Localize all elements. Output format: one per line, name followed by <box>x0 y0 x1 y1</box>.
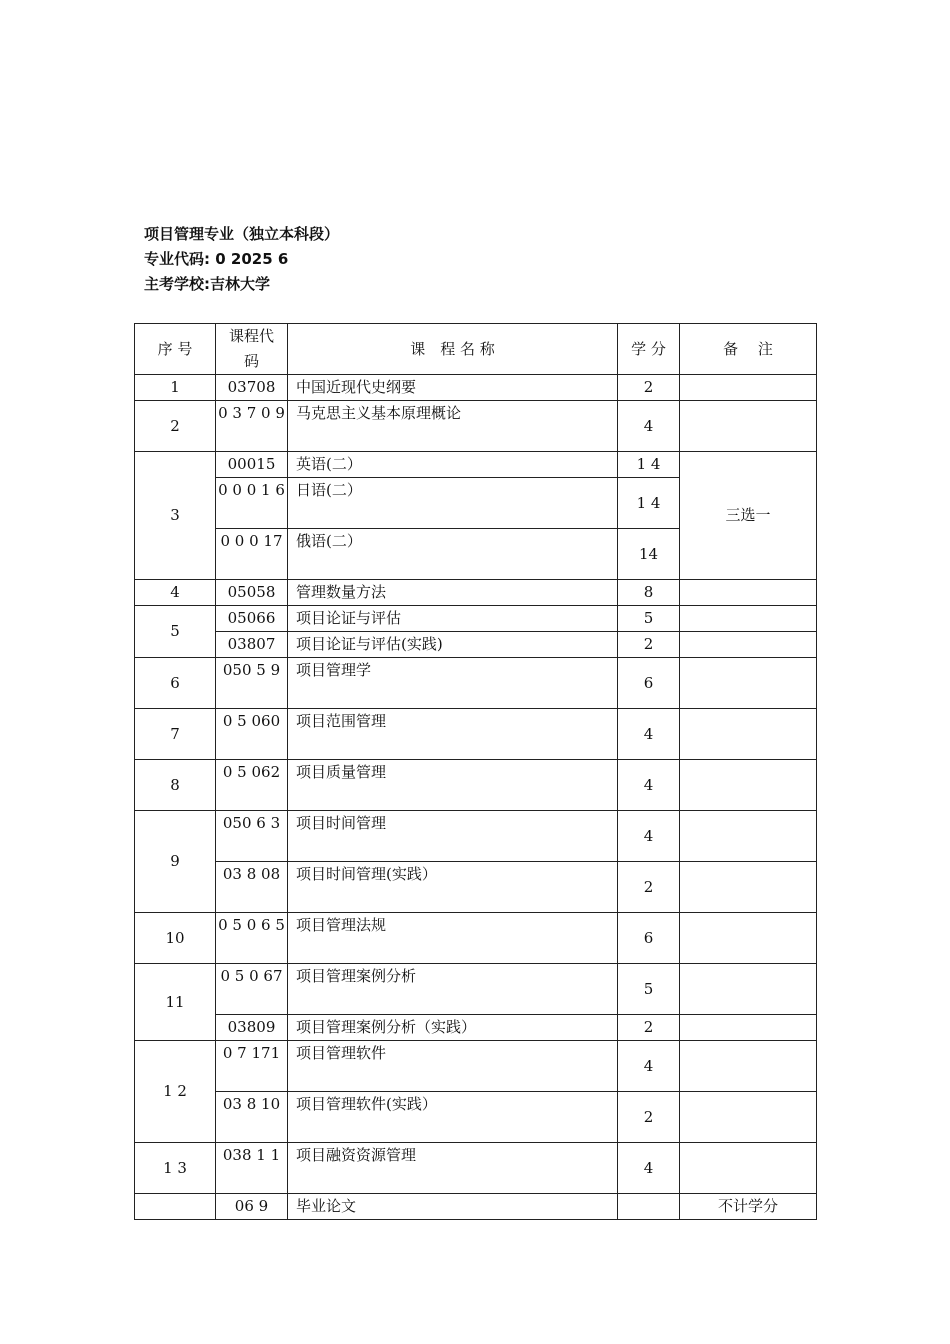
course-credits: 2 <box>618 1015 680 1041</box>
course-code: 00015 <box>216 452 288 478</box>
row-index: 11 <box>135 964 216 1041</box>
course-code: 0 5 062 <box>216 760 288 811</box>
row-index: 5 <box>135 606 216 658</box>
course-name: 毕业论文 <box>288 1194 618 1220</box>
course-credits: 4 <box>618 709 680 760</box>
table-row <box>135 580 817 606</box>
row-index: 8 <box>135 760 216 811</box>
course-note <box>680 375 817 401</box>
course-code: 0 7 171 <box>216 1041 288 1092</box>
course-code: 0 5 0 67 <box>216 964 288 1015</box>
course-code: 03 8 10 <box>216 1092 288 1143</box>
course-code: 0 5 0 6 5 <box>216 913 288 964</box>
table-row <box>135 401 817 452</box>
course-name: 管理数量方法 <box>288 580 618 606</box>
course-credits: 5 <box>618 606 680 632</box>
table-row <box>135 452 817 478</box>
table-row <box>135 811 817 862</box>
course-code: 0 3 7 0 9 <box>216 401 288 452</box>
course-name: 英语(二） <box>288 452 618 478</box>
table-row <box>135 375 817 401</box>
course-code: 03807 <box>216 632 288 658</box>
course-note <box>680 1041 817 1092</box>
course-note <box>680 1143 817 1194</box>
header-name: 课 程 名 称 <box>288 324 618 375</box>
row-index: 1 2 <box>135 1041 216 1143</box>
course-note <box>680 606 817 632</box>
course-table <box>134 323 817 1220</box>
header-note: 备 注 <box>680 324 817 375</box>
course-code: 05058 <box>216 580 288 606</box>
course-credits: 4 <box>618 811 680 862</box>
course-code: 05066 <box>216 606 288 632</box>
row-index: 2 <box>135 401 216 452</box>
course-code: 050 6 3 <box>216 811 288 862</box>
table-row <box>135 1041 817 1092</box>
table-row <box>135 913 817 964</box>
row-index: 9 <box>135 811 216 913</box>
course-name: 项目论证与评估(实践) <box>288 632 618 658</box>
table-row <box>135 1092 817 1143</box>
course-name: 中国近现代史纲要 <box>288 375 618 401</box>
course-code: 0 0 0 17 <box>216 529 288 580</box>
table-row <box>135 658 817 709</box>
course-credits: 14 <box>618 529 680 580</box>
course-name: 项目管理学 <box>288 658 618 709</box>
header-credits: 学 分 <box>618 324 680 375</box>
course-name: 项目管理案例分析 <box>288 964 618 1015</box>
course-name: 马克思主义基本原理概论 <box>288 401 618 452</box>
course-name: 项目管理案例分析（实践） <box>288 1015 618 1041</box>
course-credits: 2 <box>618 1092 680 1143</box>
course-credits: 4 <box>618 401 680 452</box>
row-index: 4 <box>135 580 216 606</box>
course-name: 项目管理软件 <box>288 1041 618 1092</box>
course-credits: 5 <box>618 964 680 1015</box>
table-row <box>135 760 817 811</box>
row-index: 10 <box>135 913 216 964</box>
course-note <box>680 632 817 658</box>
table-header-row <box>135 324 817 375</box>
course-name: 项目管理软件(实践） <box>288 1092 618 1143</box>
course-note <box>680 964 817 1015</box>
course-name: 项目时间管理 <box>288 811 618 862</box>
table-row <box>135 1194 817 1220</box>
course-name: 项目管理法规 <box>288 913 618 964</box>
table-row <box>135 1015 817 1041</box>
course-name: 项目质量管理 <box>288 760 618 811</box>
course-code: 038 1 1 <box>216 1143 288 1194</box>
course-credits: 6 <box>618 913 680 964</box>
course-credits: 1 4 <box>618 478 680 529</box>
course-name: 项目融资资源管理 <box>288 1143 618 1194</box>
course-credits: 2 <box>618 375 680 401</box>
table-row <box>135 632 817 658</box>
course-credits: 6 <box>618 658 680 709</box>
course-credits: 1 4 <box>618 452 680 478</box>
row-index: 3 <box>135 452 216 580</box>
document-header <box>144 222 339 297</box>
course-note <box>680 580 817 606</box>
course-code: 03 8 08 <box>216 862 288 913</box>
table-row <box>135 862 817 913</box>
course-note: 三选一 <box>680 452 817 580</box>
course-name: 项目范围管理 <box>288 709 618 760</box>
course-note <box>680 401 817 452</box>
course-name: 俄语(二） <box>288 529 618 580</box>
course-code: 06 9 <box>216 1194 288 1220</box>
course-note <box>680 811 817 862</box>
row-index: 6 <box>135 658 216 709</box>
course-code: 03708 <box>216 375 288 401</box>
header-index: 序 号 <box>135 324 216 375</box>
course-note <box>680 658 817 709</box>
row-index: 1 <box>135 375 216 401</box>
course-name: 项目论证与评估 <box>288 606 618 632</box>
course-credits: 8 <box>618 580 680 606</box>
course-code: 0 0 0 1 6 <box>216 478 288 529</box>
course-code: 03809 <box>216 1015 288 1041</box>
course-credits: 4 <box>618 760 680 811</box>
course-note <box>680 1015 817 1041</box>
major-title: 项目管理专业（独立本科段） <box>144 225 340 243</box>
course-code: 050 5 9 <box>216 658 288 709</box>
course-name: 日语(二） <box>288 478 618 529</box>
course-credits: 4 <box>618 1143 680 1194</box>
table-row <box>135 964 817 1015</box>
major-code: 专业代码: 0 2025 6 <box>144 250 289 268</box>
table-row <box>135 606 817 632</box>
course-credits: 2 <box>618 862 680 913</box>
course-note <box>680 862 817 913</box>
course-note <box>680 913 817 964</box>
table-row <box>135 709 817 760</box>
row-index <box>135 1194 216 1220</box>
course-note <box>680 760 817 811</box>
course-credits: 4 <box>618 1041 680 1092</box>
course-note: 不计学分 <box>680 1194 817 1220</box>
course-code: 0 5 060 <box>216 709 288 760</box>
table-row <box>135 1143 817 1194</box>
course-note <box>680 1092 817 1143</box>
header-code: 课程代码 <box>216 324 288 375</box>
course-credits <box>618 1194 680 1220</box>
course-credits: 2 <box>618 632 680 658</box>
course-note <box>680 709 817 760</box>
course-name: 项目时间管理(实践） <box>288 862 618 913</box>
host-school: 主考学校:吉林大学 <box>144 275 270 293</box>
row-index: 7 <box>135 709 216 760</box>
row-index: 1 3 <box>135 1143 216 1194</box>
